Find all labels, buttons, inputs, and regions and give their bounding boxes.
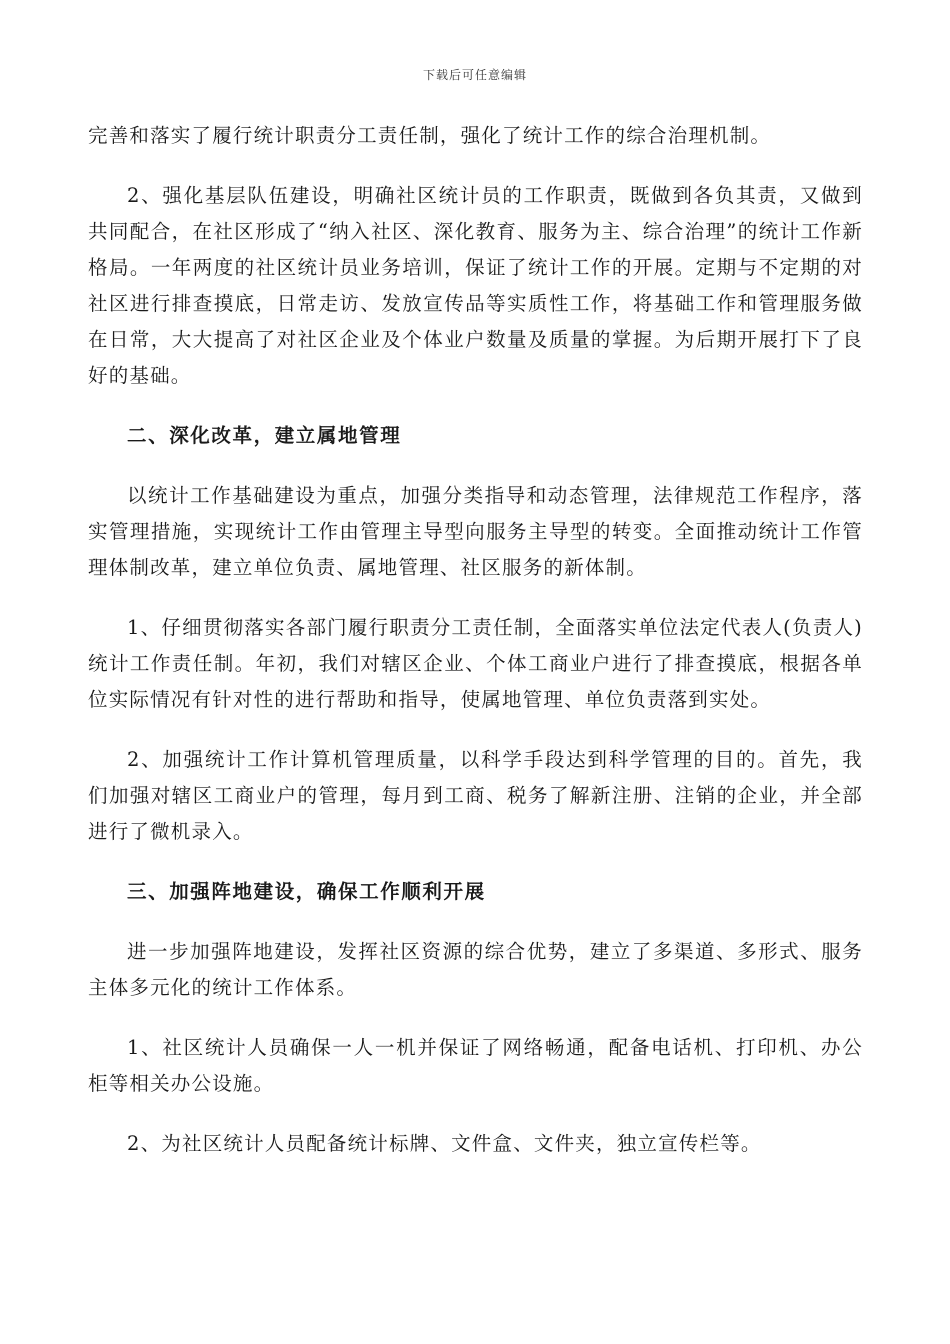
section-heading-reform: 二、深化改革，建立属地管理	[127, 424, 402, 447]
paragraph-reform-intro: 以统计工作基础建设为重点，加强分类指导和动态管理，法律规范工作程序，落实管理措施，实现统计工作由管理主导型向服务主导型的转变。全面推动统计工作管理体制改革，建立单位负责、属地管理、社区服务的新体制。	[88, 484, 863, 579]
document-body	[88, 118, 863, 1186]
page-header: 下载后可任意编辑	[422, 68, 527, 82]
paragraph-responsibility: 1、仔细贯彻落实各部门履行职责分工责任制，全面落实单位法定代表人(负责人)统计工作责任制。年初，我们对辖区企业、个体工商业户进行了排查摸底，根据各单位实际情况有针对性的进行帮助和指导，使属地管理、单位负责落到实处。	[88, 616, 863, 711]
paragraph-continued: 完善和落实了履行统计职责分工责任制，强化了统计工作的综合治理机制。	[88, 124, 772, 147]
paragraph-team-building: 2、强化基层队伍建设，明确社区统计员的工作职责，既做到各负其责，又做到共同配合，在社区形成了“纳入社区、深化教育、服务为主、综合治理”的统计工作新格局。一年两度的社区统计员业务培训，保证了统计工作的开展。定期与不定期的对社区进行排查摸底，日常走访、发放宣传品等实质性工作，将基础工作和管理服务做在日常，大大提高了对社区企业及个体业户数量及质量的掌握。为后期开展打下了良好的基础。	[88, 184, 863, 387]
paragraph-computer-management: 2、加强统计工作计算机管理质量，以科学手段达到科学管理的目的。首先，我们加强对辖区工商业户的管理，每月到工商、税务了解新注册、注销的企业，并全部进行了微机录入。	[88, 748, 863, 843]
paragraph-equipment: 1、社区统计人员确保一人一机并保证了网络畅通，配备电话机、打印机、办公柜等相关办公设施。	[88, 1036, 863, 1095]
section-heading-facilities: 三、加强阵地建设，确保工作顺利开展	[127, 880, 486, 903]
paragraph-supplies: 2、为社区统计人员配备统计标牌、文件盒、文件夹，独立宣传栏等。	[127, 1132, 762, 1155]
paragraph-facilities-intro: 进一步加强阵地建设，发挥社区资源的综合优势，建立了多渠道、多形式、服务主体多元化的统计工作体系。	[88, 940, 863, 999]
